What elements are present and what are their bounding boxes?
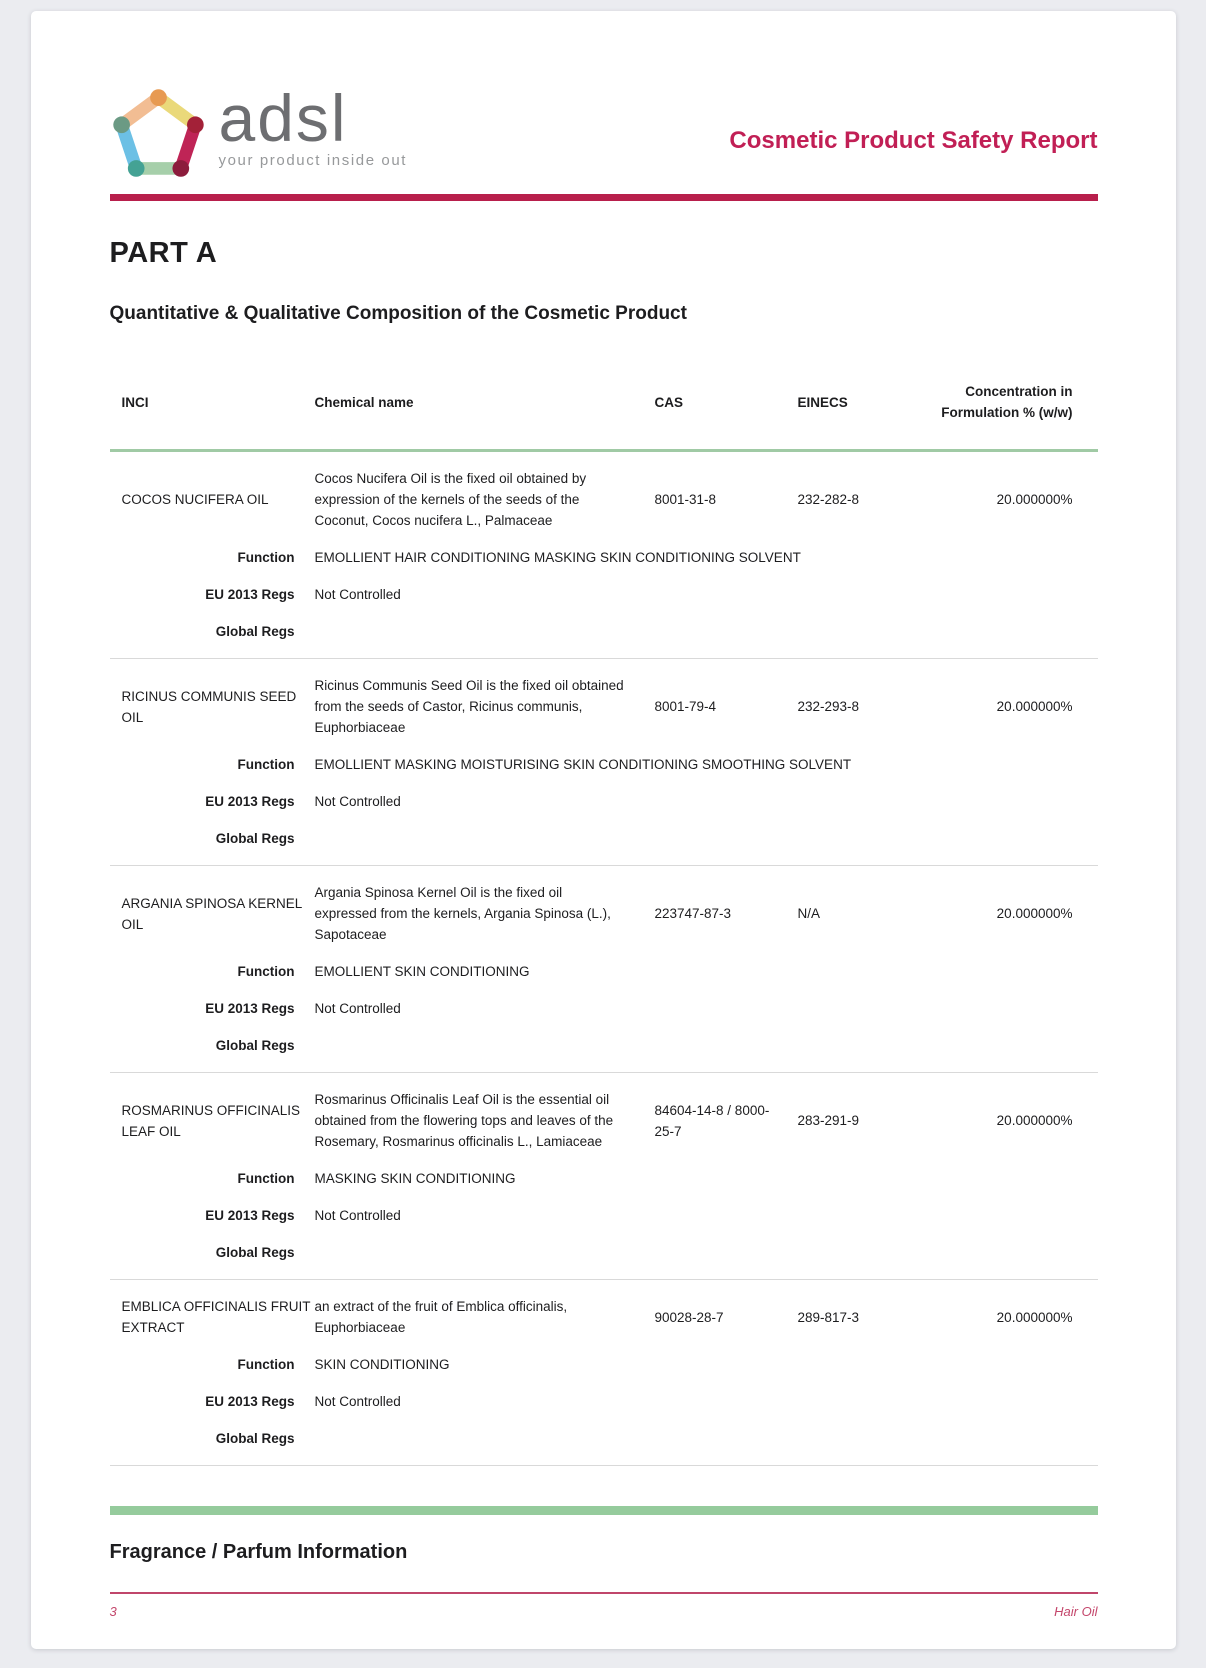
- masthead: [110, 81, 1098, 182]
- eu-2013-regs-label: EU 2013 Regs: [205, 1208, 295, 1223]
- eu-2013-regs-row: [110, 584, 1098, 605]
- col-header-einecs: EINECS: [797, 394, 848, 410]
- eu-2013-regs-value: Not Controlled: [314, 587, 401, 602]
- eu-2013-regs-label: EU 2013 Regs: [205, 1001, 295, 1016]
- ingredient-einecs-number: 283-291-9: [797, 1113, 860, 1128]
- report-title: Cosmetic Product Safety Report: [729, 126, 1098, 154]
- brand-tagline: your product inside out: [218, 152, 408, 169]
- col-header-inci: INCI: [121, 394, 149, 410]
- footer-divider-rule: [110, 1592, 1098, 1594]
- global-regs-label: Global Regs: [215, 1038, 295, 1053]
- ingredient-inci-name: RICINUS COMMUNIS SEED OIL: [121, 688, 297, 725]
- ingredient-concentration: 20.000000%: [996, 492, 1073, 507]
- ingredient-chemical-name: Cocos Nucifera Oil is the fixed oil obtained by expression of the kernels of the seeds of the Coconut, Cocos nucifera L., Palmaceae: [314, 471, 587, 528]
- ingredient-group: [110, 866, 1098, 1073]
- page-footer: [110, 1564, 1098, 1619]
- ingredient-group: [110, 659, 1098, 866]
- col-header-chemical-name: Chemical name: [314, 394, 414, 410]
- ingredient-chemical-name: an extract of the fruit of Emblica officinalis, Euphorbiaceae: [314, 1299, 568, 1335]
- fragrance-section-title: Fragrance / Parfum Information: [109, 1541, 408, 1563]
- ingredient-chemical-name: Ricinus Communis Seed Oil is the fixed oil obtained from the seeds of Castor, Ricinus communis, Euphorbiaceae: [314, 678, 624, 735]
- ingredient-main-row: [110, 675, 1098, 738]
- ingredient-main-row: [110, 468, 1098, 531]
- function-value: EMOLLIENT MASKING MOISTURISING SKIN CONDITIONING SMOOTHING SOLVENT: [314, 757, 852, 772]
- ingredient-inci-name: ARGANIA SPINOSA KERNEL OIL: [121, 895, 302, 932]
- ingredient-cas-number: 84604-14-8 / 8000-25-7: [654, 1102, 770, 1139]
- col-header-cas: CAS: [654, 394, 684, 410]
- function-label: Function: [237, 757, 295, 772]
- page-number: 3: [109, 1604, 117, 1619]
- ingredient-einecs-number: 232-282-8: [797, 492, 860, 507]
- ingredient-group: [110, 1280, 1098, 1466]
- table-body: [110, 452, 1098, 1466]
- ingredient-chemical-name: Argania Spinosa Kernel Oil is the fixed oil expressed from the kernels, Argania Spinosa (L.), Sapotaceae: [314, 885, 611, 942]
- product-name: Hair Oil: [1054, 1604, 1098, 1619]
- function-label: Function: [237, 550, 295, 565]
- global-regs-value: [315, 621, 1098, 642]
- section-title: Quantitative & Qualitative Composition of the Cosmetic Product: [109, 303, 687, 324]
- global-regs-value: [315, 1035, 1098, 1056]
- eu-2013-regs-value: Not Controlled: [314, 794, 401, 809]
- ingredient-main-row: [110, 1296, 1098, 1338]
- function-row: [110, 1168, 1098, 1189]
- global-regs-label: Global Regs: [215, 624, 295, 639]
- global-regs-value: [315, 1242, 1098, 1263]
- function-label: Function: [237, 1357, 295, 1372]
- ingredient-cas-number: 90028-28-7: [654, 1309, 724, 1325]
- global-regs-row: [110, 828, 1098, 849]
- global-regs-row: [110, 1428, 1098, 1449]
- eu-2013-regs-value: Not Controlled: [314, 1001, 401, 1016]
- eu-2013-regs-row: [110, 1391, 1098, 1412]
- ingredient-einecs-number: N/A: [797, 906, 821, 921]
- section-divider-bar: [110, 1506, 1098, 1515]
- global-regs-value: [315, 1428, 1098, 1449]
- table-header-row: [110, 381, 1098, 452]
- ingredient-inci-name: COCOS NUCIFERA OIL: [121, 492, 269, 507]
- eu-2013-regs-row: [110, 998, 1098, 1019]
- composition-table: [110, 381, 1098, 1466]
- footer-row: [110, 1604, 1098, 1619]
- eu-2013-regs-label: EU 2013 Regs: [205, 587, 295, 602]
- global-regs-label: Global Regs: [215, 1431, 295, 1446]
- function-row: [110, 1354, 1098, 1375]
- function-value: MASKING SKIN CONDITIONING: [314, 1171, 516, 1186]
- function-row: [110, 547, 1098, 568]
- ingredient-main-row: [110, 882, 1098, 945]
- function-label: Function: [237, 964, 295, 979]
- adsl-pentagon-logo-icon: [110, 85, 207, 182]
- ingredient-cas-number: 223747-87-3: [654, 906, 732, 921]
- ingredient-main-row: [110, 1089, 1098, 1152]
- global-regs-label: Global Regs: [215, 1245, 295, 1260]
- global-regs-row: [110, 1035, 1098, 1056]
- ingredient-concentration: 20.000000%: [996, 1113, 1073, 1128]
- brand-text: [218, 81, 408, 169]
- ingredient-group: [110, 452, 1098, 659]
- ingredient-cas-number: 8001-31-8: [654, 492, 717, 507]
- ingredient-inci-name: EMBLICA OFFICINALIS FRUIT EXTRACT: [121, 1299, 311, 1335]
- col-header-concentration: Concentration in Formulation % (w/w): [941, 384, 1073, 420]
- ingredient-concentration: 20.000000%: [996, 699, 1073, 714]
- global-regs-value: [315, 828, 1098, 849]
- eu-2013-regs-row: [110, 791, 1098, 812]
- report-page: [31, 11, 1176, 1649]
- eu-2013-regs-row: [110, 1205, 1098, 1226]
- function-value: SKIN CONDITIONING: [314, 1357, 450, 1372]
- function-value: EMOLLIENT SKIN CONDITIONING: [314, 964, 530, 979]
- brand: [110, 81, 408, 182]
- ingredient-einecs-number: 289-817-3: [797, 1309, 860, 1325]
- function-label: Function: [237, 1171, 295, 1186]
- ingredient-einecs-number: 232-293-8: [797, 699, 860, 714]
- brand-name: adsl: [218, 81, 348, 155]
- eu-2013-regs-label: EU 2013 Regs: [205, 1394, 295, 1409]
- ingredient-cas-number: 8001-79-4: [654, 699, 717, 714]
- eu-2013-regs-value: Not Controlled: [314, 1394, 401, 1409]
- eu-2013-regs-value: Not Controlled: [314, 1208, 401, 1223]
- ingredient-inci-name: ROSMARINUS OFFICINALIS LEAF OIL: [121, 1102, 301, 1139]
- ingredient-concentration: 20.000000%: [996, 1309, 1073, 1325]
- header-divider-rule: [110, 194, 1098, 201]
- global-regs-label: Global Regs: [215, 831, 295, 846]
- ingredient-concentration: 20.000000%: [996, 906, 1073, 921]
- eu-2013-regs-label: EU 2013 Regs: [205, 794, 295, 809]
- function-value: EMOLLIENT HAIR CONDITIONING MASKING SKIN CONDITIONING SOLVENT: [314, 550, 801, 565]
- function-row: [110, 754, 1098, 775]
- ingredient-group: [110, 1073, 1098, 1280]
- ingredient-chemical-name: Rosmarinus Officinalis Leaf Oil is the essential oil obtained from the flowering tops and leaves of the Rosemary, Rosmarinus officinalis L., Lamiaceae: [314, 1092, 614, 1149]
- global-regs-row: [110, 621, 1098, 642]
- function-row: [110, 961, 1098, 982]
- global-regs-row: [110, 1242, 1098, 1263]
- part-title: PART A: [109, 237, 218, 269]
